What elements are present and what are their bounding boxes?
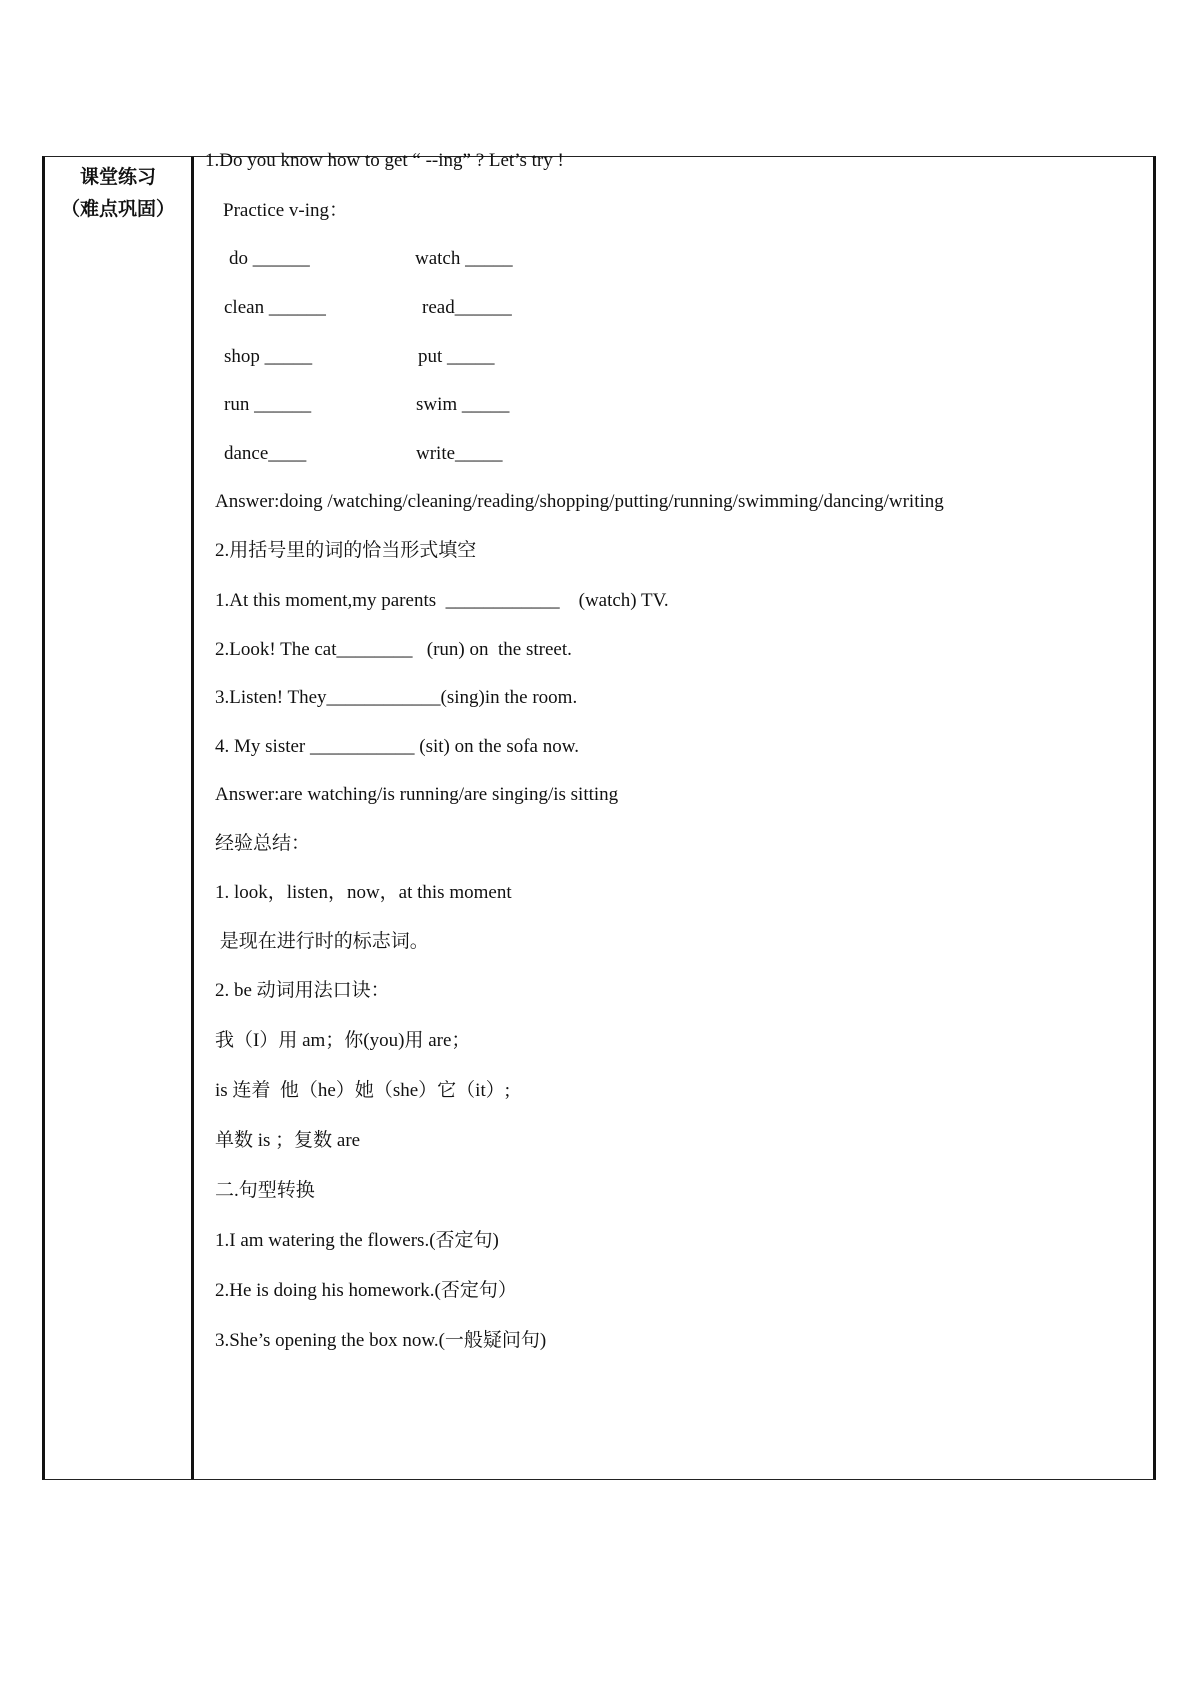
summary-title: 经验总结：	[215, 833, 311, 854]
practice-left-dance: dance____	[224, 443, 307, 464]
exercise3-item-3: 3.She’s opening the box now.(一般疑问句)	[215, 1330, 547, 1351]
practice-right-write: write_____	[416, 443, 503, 464]
exercise2-answer: Answer:are watching/is running/are singing/is sitting	[215, 784, 619, 805]
summary-line-6: 单数 is ；复数 are	[215, 1130, 361, 1151]
summary-line-3: 2. be 动词用法口诀：	[215, 980, 390, 1001]
exercise1-title: 1.Do you know how to get “ --ing” ? Let’s try !	[205, 150, 564, 171]
exercise2-item-4: 4. My sister ___________ (sit) on the sofa now.	[215, 736, 579, 757]
practice-left-clean: clean ______	[224, 297, 326, 318]
practice-right-put: put _____	[418, 346, 495, 367]
exercise1-subtitle: Practice v-ing：	[223, 200, 349, 221]
practice-right-read: read______	[422, 297, 512, 318]
exercise2-title: 2.用括号里的词的恰当形式填空	[215, 540, 477, 561]
exercise3-item-2: 2.He is doing his homework.(否定句）	[215, 1280, 517, 1301]
practice-left-do: do ______	[229, 248, 310, 269]
summary-line-2: 是现在进行时的标志词。	[215, 931, 429, 952]
summary-line-1: 1. look，listen，now，at this moment	[215, 882, 512, 903]
practice-right-watch: watch _____	[415, 248, 513, 269]
summary-line-4: 我（I）用 am；你(you)用 are；	[215, 1030, 471, 1051]
section-label-line2: （难点巩固）	[60, 198, 175, 220]
exercise2-item-3: 3.Listen! They____________(sing)in the room.	[215, 687, 578, 708]
exercise1-answer: Answer:doing /watching/cleaning/reading/shopping/putting/running/swimming/dancing/writing	[215, 491, 944, 512]
practice-right-swim: swim _____	[416, 394, 510, 415]
section-label-cell	[45, 157, 191, 225]
practice-left-run: run ______	[224, 394, 312, 415]
exercise2-item-2: 2.Look! The cat________ (run) on the street.	[215, 639, 572, 660]
exercise2-item-1: 1.At this moment,my parents ____________ (watch) TV.	[215, 590, 669, 611]
exercise3-title: 二.句型转换	[215, 1180, 315, 1201]
exercise-table	[42, 150, 1156, 1480]
summary-line-5: is 连着 他（he）她（she）它（it）;	[215, 1080, 511, 1101]
column-divider	[191, 157, 194, 1479]
practice-left-shop: shop _____	[224, 346, 313, 367]
exercise3-item-1: 1.I am watering the flowers.(否定句)	[215, 1230, 499, 1251]
section-label-line1: 课堂练习	[79, 166, 156, 188]
